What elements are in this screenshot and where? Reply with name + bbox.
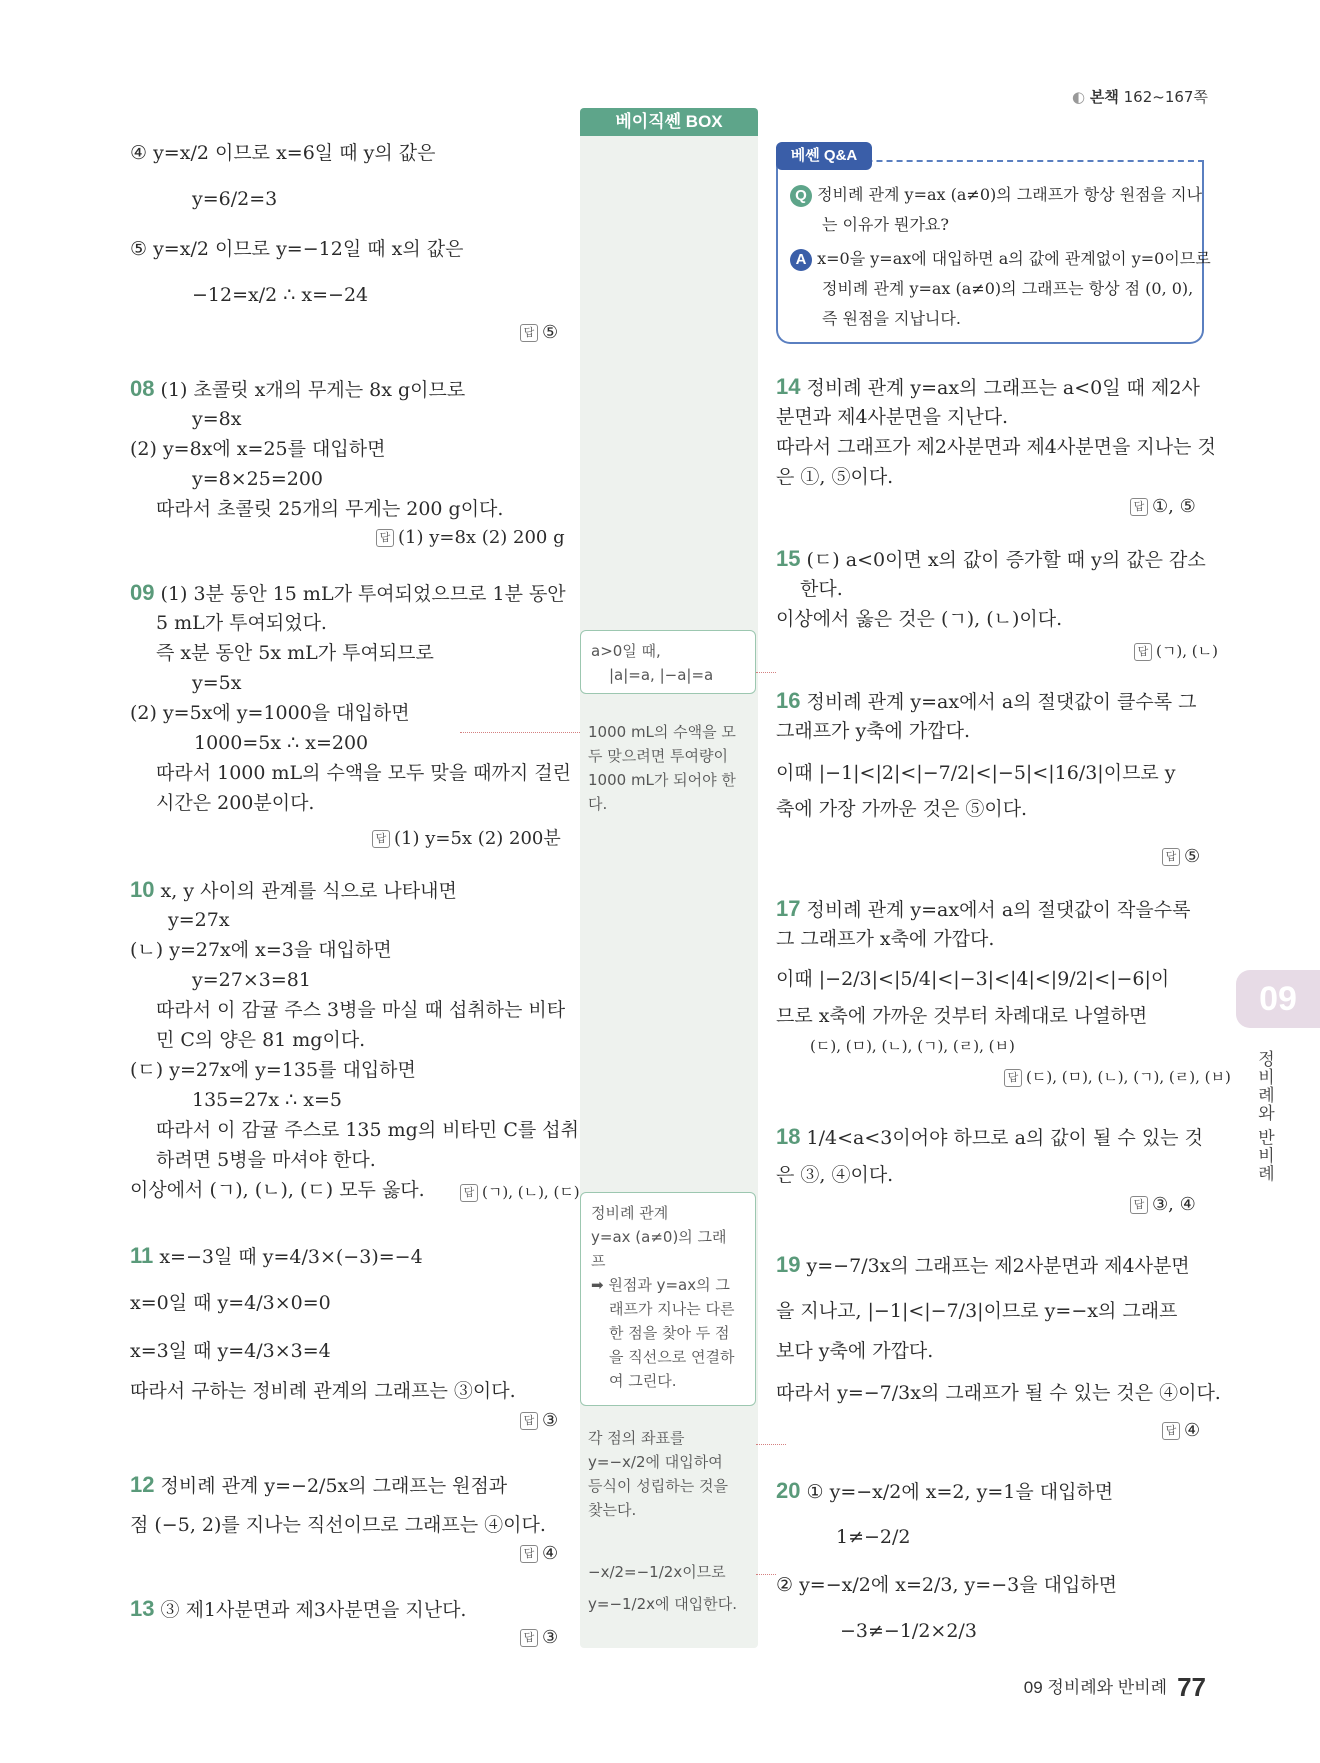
page-number: 77 — [1177, 1672, 1206, 1702]
problem-number: 16 — [776, 688, 801, 713]
text-line: 이때 |−2/3|<|5/4|<|−3|<|4|<|9/2|<|−6|이 — [776, 968, 1170, 990]
text-line: 므로 x축에 가까운 것부터 차례대로 나열하면 — [776, 1005, 1148, 1027]
answer-icon: 답 — [372, 830, 390, 848]
text-line: (ㄴ) y=27x에 x=3을 대입하면 — [130, 939, 392, 961]
connector-line — [756, 1574, 776, 1575]
side-note: −x/2=−1/2x이므로 y=−1/2x에 대입한다. — [588, 1563, 738, 1613]
text-line: 따라서 이 감귤 주스로 135 mg의 비타민 C를 섭취 — [156, 1119, 579, 1141]
answer-icon: 답 — [1130, 1196, 1148, 1214]
answer: 답 (ㄱ), (ㄴ) — [1134, 640, 1218, 661]
qa-answer: A x=0을 y=ax에 대입하면 a의 값에 관계없이 y=0이므로 — [790, 246, 1211, 272]
text-line: ④ y=x/2 이므로 x=6일 때 y의 값은 — [130, 142, 436, 164]
text-line: 한다. — [800, 578, 843, 600]
text-line: 을 지나고, |−1|<|−7/3|이므로 y=−x의 그래프 — [776, 1300, 1178, 1322]
side-note: 1000 mL의 수액을 모 두 맞으려면 투여량이 1000 mL가 되어야 한 다. — [588, 723, 736, 813]
problem-number: 14 — [776, 374, 801, 399]
answer: 답 ⑤ — [520, 322, 558, 343]
text-line: (ㄷ), (ㅁ), (ㄴ), (ㄱ), (ㄹ), (ㅂ) — [810, 1037, 1015, 1055]
qa-question: Q 정비례 관계 y=ax (a≠0)의 그래프가 항상 원점을 지나 — [790, 182, 1202, 208]
problem-number: 19 — [776, 1252, 801, 1277]
text-line: ② y=−x/2에 x=2/3, y=−3을 대입하면 — [776, 1574, 1118, 1596]
text-line: ⑤ y=x/2 이므로 y=−12일 때 x의 값은 — [130, 238, 464, 260]
text-line: 하려면 5병을 마셔야 한다. — [156, 1149, 376, 1171]
problem-number: 18 — [776, 1124, 801, 1149]
text-line: 즉 원점을 지납니다. — [822, 309, 961, 328]
footer-chapter: 09 정비례와 반비례 — [1023, 1678, 1168, 1697]
text-line: y=5x — [192, 672, 242, 694]
text-line: y=8×25=200 — [192, 468, 324, 490]
answer-icon: 답 — [1162, 848, 1180, 866]
problem-number: 09 — [130, 580, 155, 605]
problem-15: 15 (ㄷ) a<0이면 x의 값이 증가할 때 y의 값은 감소 — [776, 546, 1206, 571]
text-line: 이때 |−1|<|2|<|−7/2|<|−5|<|16/3|이므로 y — [776, 762, 1176, 784]
text-line: 따라서 그래프가 제2사분면과 제4사분면을 지나는 것 — [776, 436, 1216, 458]
answer-icon: 답 — [376, 529, 394, 547]
problem-number: 10 — [130, 877, 155, 902]
side-note: a>0일 때, |a|=a, |−a|=a — [580, 630, 756, 694]
answer: 답 ④ — [520, 1543, 558, 1564]
problem-17: 17 정비례 관계 y=ax에서 a의 절댓값이 작을수록 — [776, 896, 1191, 921]
text-line: 5 mL가 투여되었다. — [156, 612, 327, 634]
question-icon: Q — [790, 185, 812, 207]
text-line: 은 ③, ④이다. — [776, 1164, 894, 1186]
refresh-icon: ◐ — [1072, 88, 1086, 106]
answer-icon: 답 — [520, 1629, 538, 1647]
text-line: 그래프가 y축에 가깝다. — [776, 720, 971, 742]
chapter-tab[interactable]: 09 — [1236, 970, 1320, 1028]
problem-11: 11 x=−3일 때 y=4/3×(−3)=−4 — [130, 1243, 423, 1268]
problem-number: 12 — [130, 1472, 155, 1497]
answer: 답 ③ — [520, 1627, 558, 1648]
text-line: 는 이유가 뭔가요? — [822, 215, 949, 234]
text-line: 따라서 y=−7/3x의 그래프가 될 수 있는 것은 ④이다. — [776, 1382, 1221, 1404]
text-line: 이상에서 (ㄱ), (ㄴ), (ㄷ) 모두 옳다. — [130, 1179, 425, 1201]
connector-line — [756, 1444, 786, 1445]
answer: 답 (1) y=8x (2) 200 g — [376, 527, 565, 548]
answer: 답 ③ — [520, 1410, 558, 1431]
answer-icon: 답 — [520, 1412, 538, 1430]
text-line: 따라서 1000 mL의 수액을 모두 맞을 때까지 걸린 — [156, 762, 571, 784]
problem-12: 12 정비례 관계 y=−2/5x의 그래프는 원점과 — [130, 1472, 508, 1497]
problem-20: 20 ① y=−x/2에 x=2, y=1을 대입하면 — [776, 1478, 1114, 1503]
ref-pages: 162~167쪽 — [1123, 88, 1208, 106]
side-note: 각 점의 좌표를 y=−x/2에 대입하여 등식이 성립하는 것을 찾는다. — [588, 1429, 728, 1519]
problem-number: 20 — [776, 1478, 801, 1503]
text-line: 정비례 관계 y=ax (a≠0)의 그래프는 항상 점 (0, 0), — [822, 279, 1194, 298]
answer: 답 ③, ④ — [1130, 1194, 1196, 1215]
text-line: y=27x — [168, 909, 230, 931]
problem-19: 19 y=−7/3x의 그래프는 제2사분면과 제4사분면 — [776, 1252, 1190, 1277]
text-line: 따라서 이 감귤 주스 3병을 마실 때 섭취하는 비타 — [156, 999, 566, 1021]
answer-icon: 답 — [1162, 1422, 1180, 1440]
answer: 답 ①, ⑤ — [1130, 496, 1196, 517]
text-line: x=3일 때 y=4/3×3=4 — [130, 1340, 331, 1362]
problem-08: 08 (1) 초콜릿 x개의 무게는 8x g이므로 — [130, 376, 466, 401]
problem-number: 17 — [776, 896, 801, 921]
problem-number: 11 — [130, 1243, 154, 1268]
text-line: y=6/2=3 — [192, 188, 278, 210]
answer: 답 ④ — [1162, 1420, 1200, 1441]
problem-18: 18 1/4<a<3이어야 하므로 a의 값이 될 수 있는 것 — [776, 1124, 1203, 1149]
text-line: 이상에서 옳은 것은 (ㄱ), (ㄴ)이다. — [776, 608, 1063, 630]
side-note: 정비례 관계 y=ax (a≠0)의 그래 프 ➡ 원점과 y=ax의 그 래프가 지나는 다른 한 점을 찾아 두 점 을 직선으로 연결하 여 그린다. — [580, 1192, 756, 1406]
text-line: 보다 y축에 가깝다. — [776, 1340, 934, 1362]
answer-icon: 답 — [1004, 1069, 1022, 1087]
text-line: 즉 x분 동안 5x mL가 투여되므로 — [156, 642, 434, 664]
text-line: 분면과 제4사분면을 지난다. — [776, 406, 1009, 428]
text-line: 따라서 구하는 정비례 관계의 그래프는 ③이다. — [130, 1380, 516, 1402]
problem-16: 16 정비례 관계 y=ax에서 a의 절댓값이 클수록 그 — [776, 688, 1197, 713]
text-line: y=27×3=81 — [192, 969, 311, 991]
text-line: 민 C의 양은 81 mg이다. — [156, 1029, 366, 1051]
text-line: −3≠−1/2×2/3 — [840, 1620, 977, 1642]
text-line: (ㄷ) y=27x에 y=135를 대입하면 — [130, 1059, 416, 1081]
text-line: 축에 가장 가까운 것은 ⑤이다. — [776, 798, 1028, 820]
qa-label: 베쎈 Q&A — [776, 142, 872, 170]
answer-icon: 답 — [460, 1184, 478, 1202]
basic-box-title: 베이직쎈 BOX — [615, 112, 723, 131]
problem-13: 13 ③ 제1사분면과 제3사분면을 지난다. — [130, 1596, 467, 1621]
page-footer — [1024, 1672, 1206, 1703]
text-line: −12=x/2 ∴ x=−24 — [192, 284, 369, 306]
text-line: (2) y=8x에 x=25를 대입하면 — [130, 438, 386, 460]
basic-box-header — [580, 108, 758, 136]
text-line: 점 (−5, 2)를 지나는 직선이므로 그래프는 ④이다. — [130, 1514, 546, 1536]
text-line: x=0일 때 y=4/3×0=0 — [130, 1292, 331, 1314]
text-line: 1000=5x ∴ x=200 — [194, 732, 369, 754]
chapter-title: 정비례와 반비례 — [1254, 1050, 1274, 1183]
answer: 답 (ㄱ), (ㄴ), (ㄷ) — [460, 1181, 580, 1202]
connector-line — [756, 672, 776, 673]
answer-letter-icon: A — [790, 249, 812, 271]
answer-icon: 답 — [520, 1545, 538, 1563]
answer: 답 (ㄷ), (ㅁ), (ㄴ), (ㄱ), (ㄹ), (ㅂ) — [1004, 1066, 1231, 1087]
problem-number: 15 — [776, 546, 801, 571]
ref-label: 본책 — [1089, 88, 1119, 106]
text-line: (2) y=5x에 y=1000을 대입하면 — [130, 702, 410, 724]
text-line: 은 ①, ⑤이다. — [776, 466, 894, 488]
answer-icon: 답 — [1134, 643, 1152, 661]
problem-14: 14 정비례 관계 y=ax의 그래프는 a<0일 때 제2사 — [776, 374, 1200, 399]
text-line: 따라서 초콜릿 25개의 무게는 200 g이다. — [156, 498, 504, 520]
basic-box-column — [580, 108, 758, 1648]
connector-line — [460, 732, 580, 733]
answer: 답 (1) y=5x (2) 200분 — [372, 824, 561, 850]
answer: 답 ⑤ — [1162, 846, 1200, 867]
text-line: 그 그래프가 x축에 가깝다. — [776, 928, 995, 950]
text-line: 시간은 200분이다. — [156, 792, 315, 814]
problem-10: 10 x, y 사이의 관계를 식으로 나타내면 — [130, 877, 457, 902]
page-reference — [1072, 86, 1208, 107]
text-line: 135=27x ∴ x=5 — [192, 1089, 342, 1111]
problem-number: 13 — [130, 1596, 155, 1621]
problem-number: 08 — [130, 376, 155, 401]
text-line: 1≠−2/2 — [836, 1526, 911, 1548]
problem-09: 09 (1) 3분 동안 15 mL가 투여되었으므로 1분 동안 — [130, 580, 566, 605]
text-line: y=8x — [192, 408, 242, 430]
answer-icon: 답 — [520, 324, 538, 342]
answer-icon: 답 — [1130, 498, 1148, 516]
